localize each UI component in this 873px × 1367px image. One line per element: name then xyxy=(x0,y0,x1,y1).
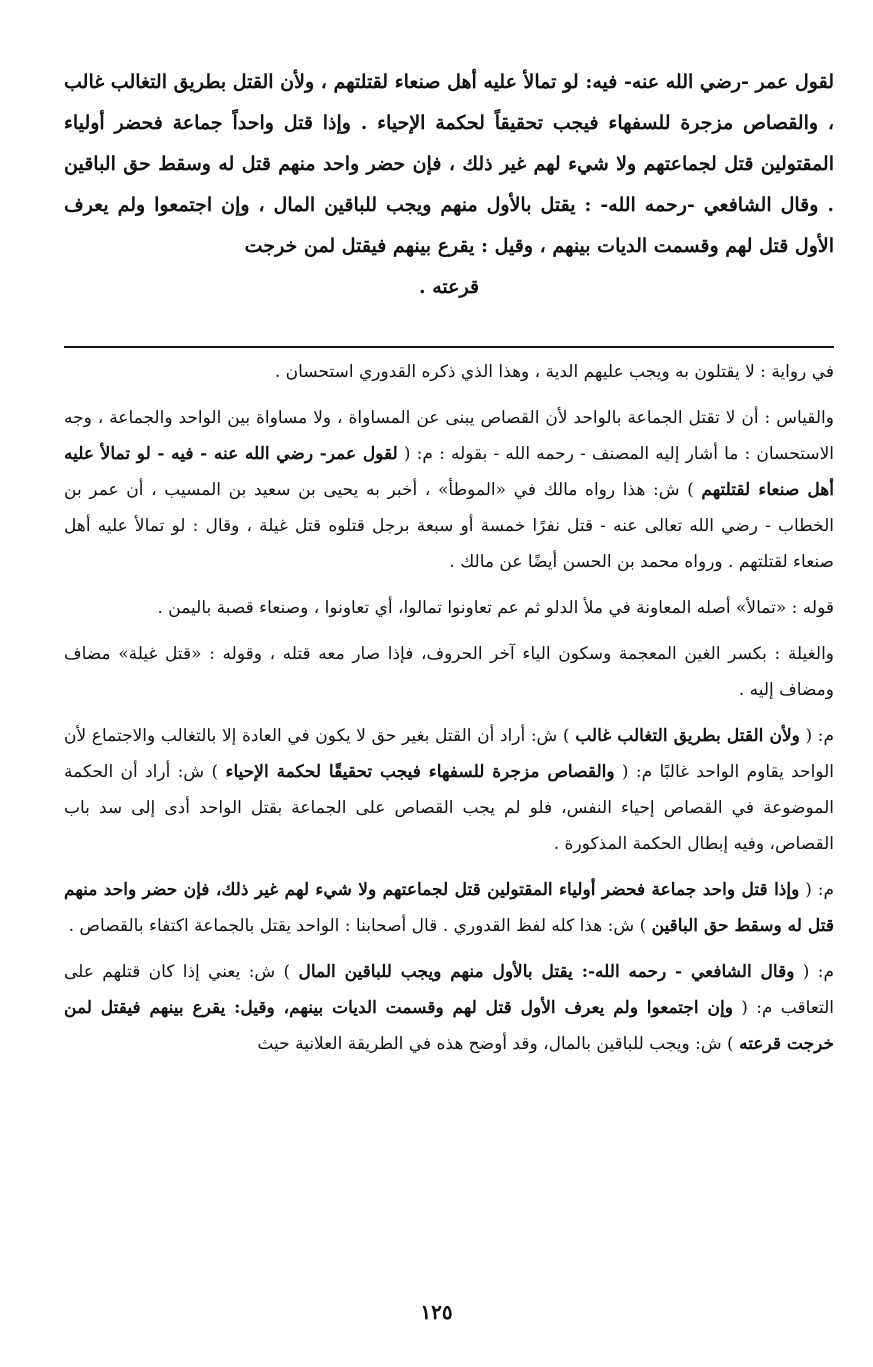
quoted-main-text: وإن اجتمعوا ولم يعرف الأول قتل لهم وقسمت الديات بينهم، وقيل: يقرع بينهم فيقتل لمن خرجت قرعته xyxy=(64,998,834,1054)
quoted-main-text: وقال الشافعي - رحمه الله-: يقتل بالأول منهم ويجب للباقين المال xyxy=(298,962,795,982)
commentary-text: ) ش: أراد أن الحكمة الموضوعة في القصاص إحياء النفس، فلو لم يجب القصاص على الجماعة بقتل الواحد أدى إلى سد باب القصاص، وفيه إبطال الحكمة المذكورة . xyxy=(64,762,834,854)
commentary-paragraph-1: في رواية : لا يقتلون به ويجب عليهم الدية ، وهذا الذي ذكره القدوري استحسان . xyxy=(274,362,834,382)
main-text-paragraph: لقول عمر -رضي الله عنه- فيه: لو تمالأ عليه أهل صنعاء لقتلتهم ، ولأن القتل بطريق التغالب غالب ، والقصاص مزجرة للسفهاء فيجب تحقيقاً لحكمة الإحياء . وإذا قتل واحداً جماعة فحضر أولياء المقتولين قتل لجماعتهم ولا شيء لهم غير ذلك ، فإن حضر واحد منهم قتل له وسقط حق الباقين . وقال الشافعي -رحمه الله- : يقتل بالأول منهم ويجب للباقين المال ، وإن اجتمعوا ولم يعرف الأول قتل لهم وقسمت الديات بينهم ، وقيل : يقرع بينهم فيقتل لمن خرجت xyxy=(64,71,834,257)
commentary-text: م: ( xyxy=(805,880,835,900)
book-page xyxy=(64,62,834,1072)
quoted-main-text: لقول عمر- رضي الله عنه - فيه - لو تمالأ عليه أهل صنعاء لقتلتهم xyxy=(64,444,834,500)
commentary-text: م: ( xyxy=(805,726,835,746)
page-number: ١٢٥ xyxy=(420,1300,453,1324)
separator-line xyxy=(64,346,834,348)
commentary-text: م: ( xyxy=(802,962,834,982)
commentary-block xyxy=(64,354,834,1062)
commentary-text: ) ش: أراد أن القتل بغير حق لا يكون في العادة إلا بالتغالب والاجتماع لأن الواحد يقاوم الواحد غالبًا م: ( xyxy=(64,726,835,782)
commentary-text: والقياس : أن لا تقتل الجماعة بالواحد لأن القصاص يبنى عن المساواة ، ولا مساواة بين الواحد والجماعة ، وجه الاستحسان : ما أشار إليه المصنف - رحمه الله - بقوله : م: ( xyxy=(64,408,834,464)
main-text-block xyxy=(64,62,834,308)
commentary-paragraph-5 xyxy=(64,718,834,862)
commentary-text: ) ش: هذا كله لفظ القدوري . قال أصحابنا : الواحد يقتل بالجماعة اكتفاء بالقصاص . xyxy=(68,916,647,936)
commentary-paragraph-7 xyxy=(64,954,834,1062)
commentary-text: ) ش: هذا رواه مالك في «الموطأ» ، أخبر به يحيى بن سعيد بن المسيب ، أن عمر بن الخطاب - رضي الله تعالى عنه - قتل نفرًا خمسة أو سبعة برجل قتلوه قتل غيلة ، وقال : لو تمالأ عليه أهل صنعاء لقتلتهم . ورواه محمد بن الحسن أيضًا عن مالك . xyxy=(64,480,834,572)
commentary-text: ) ش: ويجب للباقين بالمال، وقد أوضح هذه في الطريقة العلانية حيث xyxy=(257,1034,734,1054)
main-text-last-line: قرعته . xyxy=(418,276,480,298)
quoted-main-text: وإذا قتل واحد جماعة فحضر أولياء المقتولين قتل لجماعتهم ولا شيء لهم غير ذلك، فإن حضر واحد منهم قتل له وسقط حق الباقين xyxy=(64,880,834,936)
commentary-paragraph-6 xyxy=(64,872,834,944)
quoted-main-text: والقصاص مزجرة للسفهاء فيجب تحقيقًا لحكمة الإحياء xyxy=(225,762,615,782)
quoted-main-text: ولأن القتل بطريق التغالب غالب xyxy=(575,726,800,746)
commentary-paragraph-2 xyxy=(64,400,834,580)
commentary-text: ) ش: يعني إذا كان قتلهم على التعاقب م: ( xyxy=(64,962,834,1018)
commentary-paragraph-4: والغيلة : بكسر الغين المعجمة وسكون الياء آخر الحروف، فإذا صار معه قتله ، وقوله : «قتل غيلة» مضاف ومضاف إليه . xyxy=(64,644,834,700)
commentary-paragraph-3: قوله : «تمالأ» أصله المعاونة في ملأ الدلو ثم عم تعاونوا تمالوا، أي تعاونوا ، وصنعاء قصبة باليمن . xyxy=(157,598,834,618)
